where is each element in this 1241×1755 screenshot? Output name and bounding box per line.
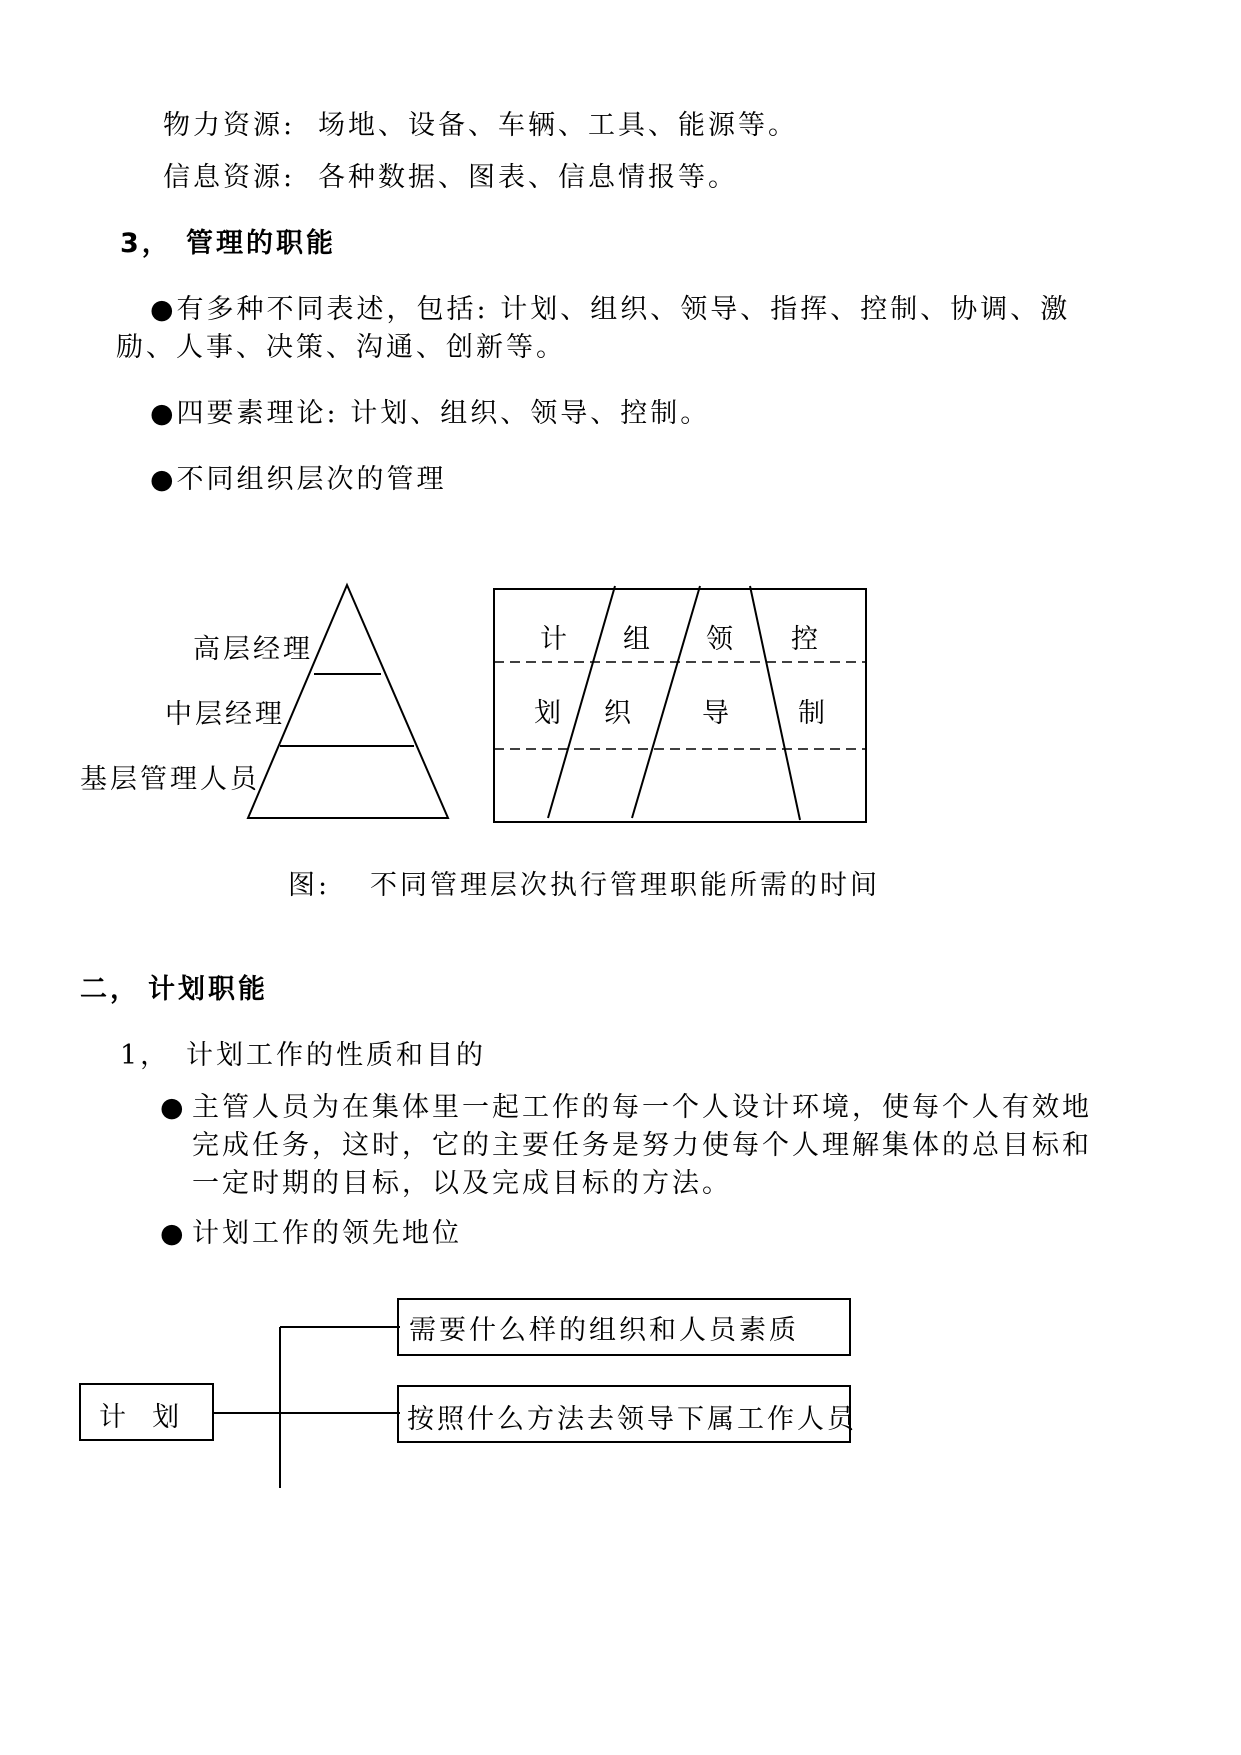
pyramid-label-bottom: 基层管理人员 <box>80 764 260 795</box>
bullet-functions-line2: 励、人事、决策、沟通、创新等。 <box>116 332 566 363</box>
para1-line3: 一定时期的目标，以及完成目标的方法。 <box>192 1168 732 1199</box>
function-top-4: 控 <box>791 624 818 655</box>
pyramid-diagram <box>240 580 460 825</box>
section3-title: 管理的职能 <box>186 228 336 259</box>
function-top-1: 计 <box>540 624 567 655</box>
pyramid-label-top: 高层经理 <box>193 634 313 665</box>
pyramid-label-middle: 中层经理 <box>165 699 285 730</box>
resource-text-info: 各种数据、图表、信息情报等。 <box>318 162 738 193</box>
function-top-2: 组 <box>623 624 650 655</box>
function-bottom-2: 织 <box>604 698 631 729</box>
plan-root-label: 计 划 <box>99 1402 183 1433</box>
para2-bullet: ● <box>160 1218 187 1249</box>
slant-line-3 <box>750 586 800 820</box>
para1-line2: 完成任务，这时，它的主要任务是努力使每个人理解集体的总目标和 <box>192 1130 1092 1161</box>
pyramid-outline <box>248 585 448 818</box>
resource-label-physical: 物力资源: <box>163 110 296 141</box>
section2-title: 计划职能 <box>148 974 268 1005</box>
figure-caption-prefix: 图: <box>288 870 331 901</box>
function-top-3: 领 <box>706 624 733 655</box>
plan-branch-label-1: 需要什么样的组织和人员素质 <box>409 1315 799 1346</box>
para2-text: 计划工作的领先地位 <box>192 1218 462 1249</box>
figure-caption-text: 不同管理层次执行管理职能所需的时间 <box>370 870 880 901</box>
bullet-four-elements: ●四要素理论: 计划、组织、领导、控制。 <box>150 398 711 429</box>
section2-number: 二， <box>80 974 140 1005</box>
plan-branch-label-2: 按照什么方法去领导下属工作人员 <box>407 1404 857 1435</box>
subsection1-title: 计划工作的性质和目的 <box>186 1040 486 1071</box>
section3-number: 3， <box>120 228 172 259</box>
functions-time-diagram <box>490 582 872 827</box>
plan-branch-box-2 <box>397 1385 857 1443</box>
function-bottom-4: 制 <box>798 698 825 729</box>
function-bottom-1: 划 <box>534 698 561 729</box>
bullet-org-levels: ●不同组织层次的管理 <box>150 464 447 495</box>
para1-line1: 主管人员为在集体里一起工作的每一个人设计环境，使每个人有效地 <box>192 1092 1092 1123</box>
plan-connectors <box>210 1320 402 1490</box>
slant-line-2 <box>632 586 700 818</box>
bullet-functions-line1: ●有多种不同表述，包括: 计划、组织、领导、指挥、控制、协调、激 <box>150 294 1071 325</box>
function-bottom-3: 导 <box>702 698 729 729</box>
para1-bullet: ● <box>160 1092 187 1123</box>
resource-text-physical: 场地、设备、车辆、工具、能源等。 <box>318 110 798 141</box>
subsection1-number: 1， <box>120 1040 171 1071</box>
plan-branch-box-1 <box>397 1298 851 1356</box>
resource-label-info: 信息资源: <box>163 162 296 193</box>
plan-root-box <box>79 1383 214 1441</box>
